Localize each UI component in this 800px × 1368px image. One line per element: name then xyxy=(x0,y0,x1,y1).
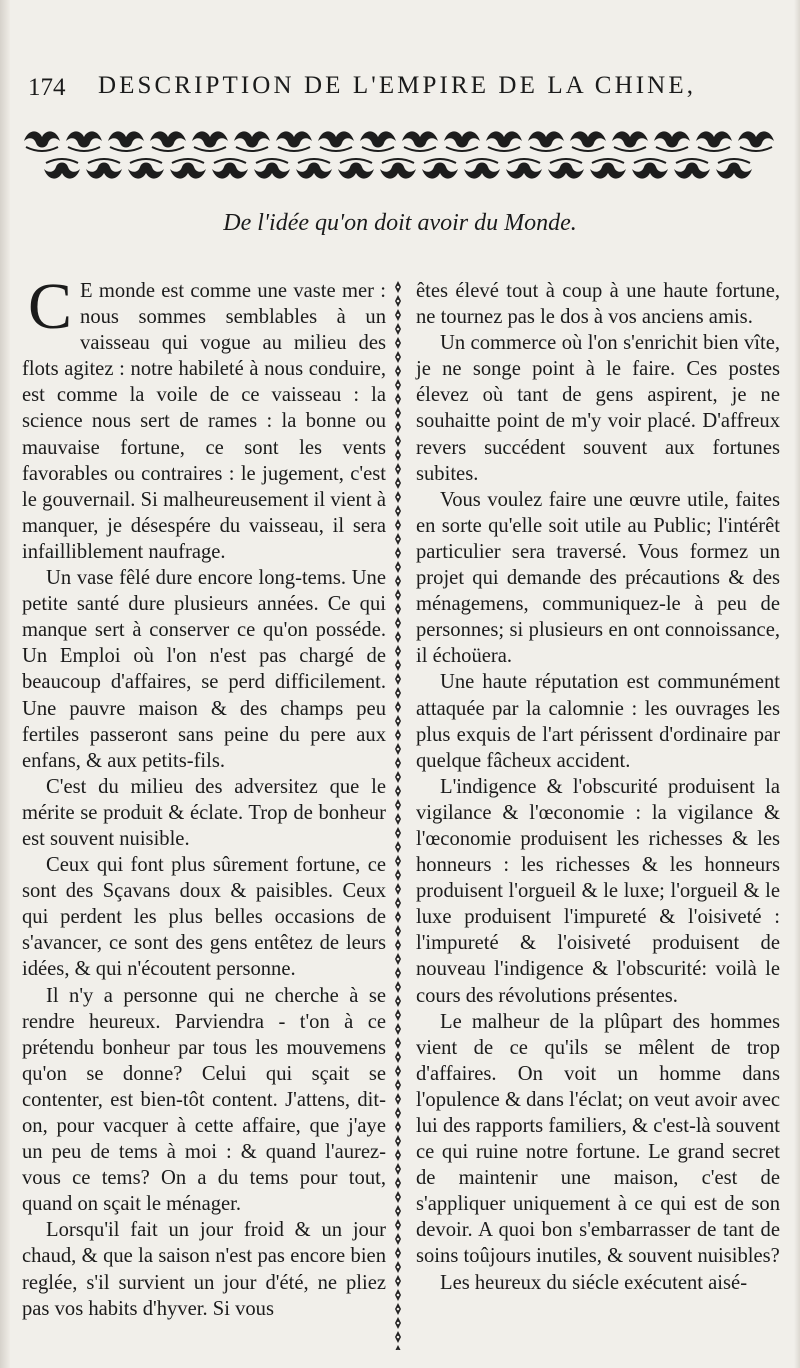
ornament-row-top xyxy=(24,131,774,151)
paragraph: Ceux qui font plus sûrement fortune, ce sont des Sçavans doux & paisibles. Ceux qui perdent les plus belles occasions de s'avancer, ce sont des gens entêtez de leurs idées, & qui n'écoutent personne. xyxy=(22,854,386,981)
running-title: DESCRIPTION DE L'EMPIRE DE LA CHINE, xyxy=(98,72,697,99)
paragraph: C'est du milieu des adversitez que le mérite se produit & éclate. Trop de bonheur est souvent nuisible. xyxy=(22,775,386,850)
paragraph xyxy=(22,270,386,565)
paragraph: Une haute réputation est communément attaquée par la calomnie : les ouvrages les plus exquis de l'art périssent d'ordinaire par quelque fâcheux accident. xyxy=(416,671,780,772)
paragraph: Lorsqu'il fait un jour froid & un jour chaud, & que la saison n'est pas encore bien reglée, s'il survient un jour d'été, ne pliez pas vos habits d'hyver. Si vous xyxy=(22,1219,386,1320)
page-header xyxy=(22,68,782,108)
drop-cap: C xyxy=(28,270,73,343)
paragraph: Un vase fêlé dure encore long-tems. Une petite santé dure plusieurs années. Ce qui manque sert à conserver ce qu'on posséde. Un Emploi où l'on n'est pas chargé de beaucoup d'affaires, se perd difficilement. Une pauvre maison & des champs peu fertiles passeront sans peine du pere aux enfans, & aux petits-fils. xyxy=(22,567,386,772)
column-divider-ornament xyxy=(387,280,409,1350)
page-edge-shadow xyxy=(0,0,10,1368)
right-text-column xyxy=(416,278,780,1296)
paragraph: Il n'y a personne qui ne cherche à se rendre heureux. Parviendra - t'on à ce prétendu bonheur par tous les mouvemens qu'on se donne? Celui qui sçait se contenter, est bien-tôt content. J'attens, dit-on, pour vacquer à cette affaire, que j'aye un peu de tems à moi : & quand l'aurez-vous ce tems? On a du tems pour tout, quand on sçait le ménager. xyxy=(22,984,386,1216)
decorative-ornament-band xyxy=(22,125,778,185)
page-edge-shadow xyxy=(794,0,800,1368)
ornament-row-bottom xyxy=(44,159,752,179)
section-title: De l'idée qu'on doit avoir du Monde. xyxy=(223,210,577,236)
page-number: 174 xyxy=(28,74,66,101)
paragraph: Le malheur de la plûpart des hommes vient de ce qu'ils se mêlent de trop d'affaires. On voit un homme dans l'opulence & dans l'éclat; on veut avoir avec lui des rapports familiers, & c'est-là souvent ce qui ruine notre fortune. Le grand secret de maintenir une maison, c'est de s'appliquer uniquement à ce qui est de son devoir. A quoi bon s'embarrasser de tant de soins toûjours inutiles, & souvent nuisibles? xyxy=(416,1010,780,1268)
paragraph: êtes élevé tout à coup à une haute fortune, ne tournez pas le dos à vos anciens amis. xyxy=(416,280,780,329)
left-text-column xyxy=(22,270,386,1322)
paragraph: Les heureux du siécle exécutent aisé- xyxy=(440,1271,748,1294)
paragraph: Un commerce où l'on s'enrichit bien vîte, je ne songe point à le faire. Ces postes élevez où tant de gens aspirent, je ne souhaitte point de m'y voir placé. D'affreux revers succédent souvent aux fortunes subites. xyxy=(416,332,780,485)
paragraph-text: E monde est comme une vaste mer : nous sommes semblables à un vaisseau qui vogue au milieu des flots agitez : notre habileté à nous conduire, est comme la voile de ce vaisseau : la science nous sert de rames : la bonne ou mauvaise fortune, ce sont les vents favorables ou contraires : le jugement, c'est le gouvernail. Si malheureusement il vient à manquer, je désespére du vaisseau, il sera infailliblement naufrage. xyxy=(22,280,386,563)
paragraph: L'indigence & l'obscurité produisent la vigilance & l'œconomie : la vigilance & l'œconomie produisent les richesses & les honneurs : les richesses & les honneurs produisent l'orgueil & le luxe; l'orgueil & le luxe produisent l'impureté & l'oisiveté : l'impureté & l'oisiveté produisent de nouveau l'indigence & l'obscurité: voilà le cours des révolutions présentes. xyxy=(416,775,780,1007)
paragraph: Vous voulez faire une œuvre utile, faites en sorte qu'elle soit utile au Public; l'intérêt particulier sera traversé. Vous formez un projet qui demande des précautions & des ménagemens, communiquez-le à peu de personnes; si plusieurs en ont connoissance, il échoüera. xyxy=(416,488,780,668)
